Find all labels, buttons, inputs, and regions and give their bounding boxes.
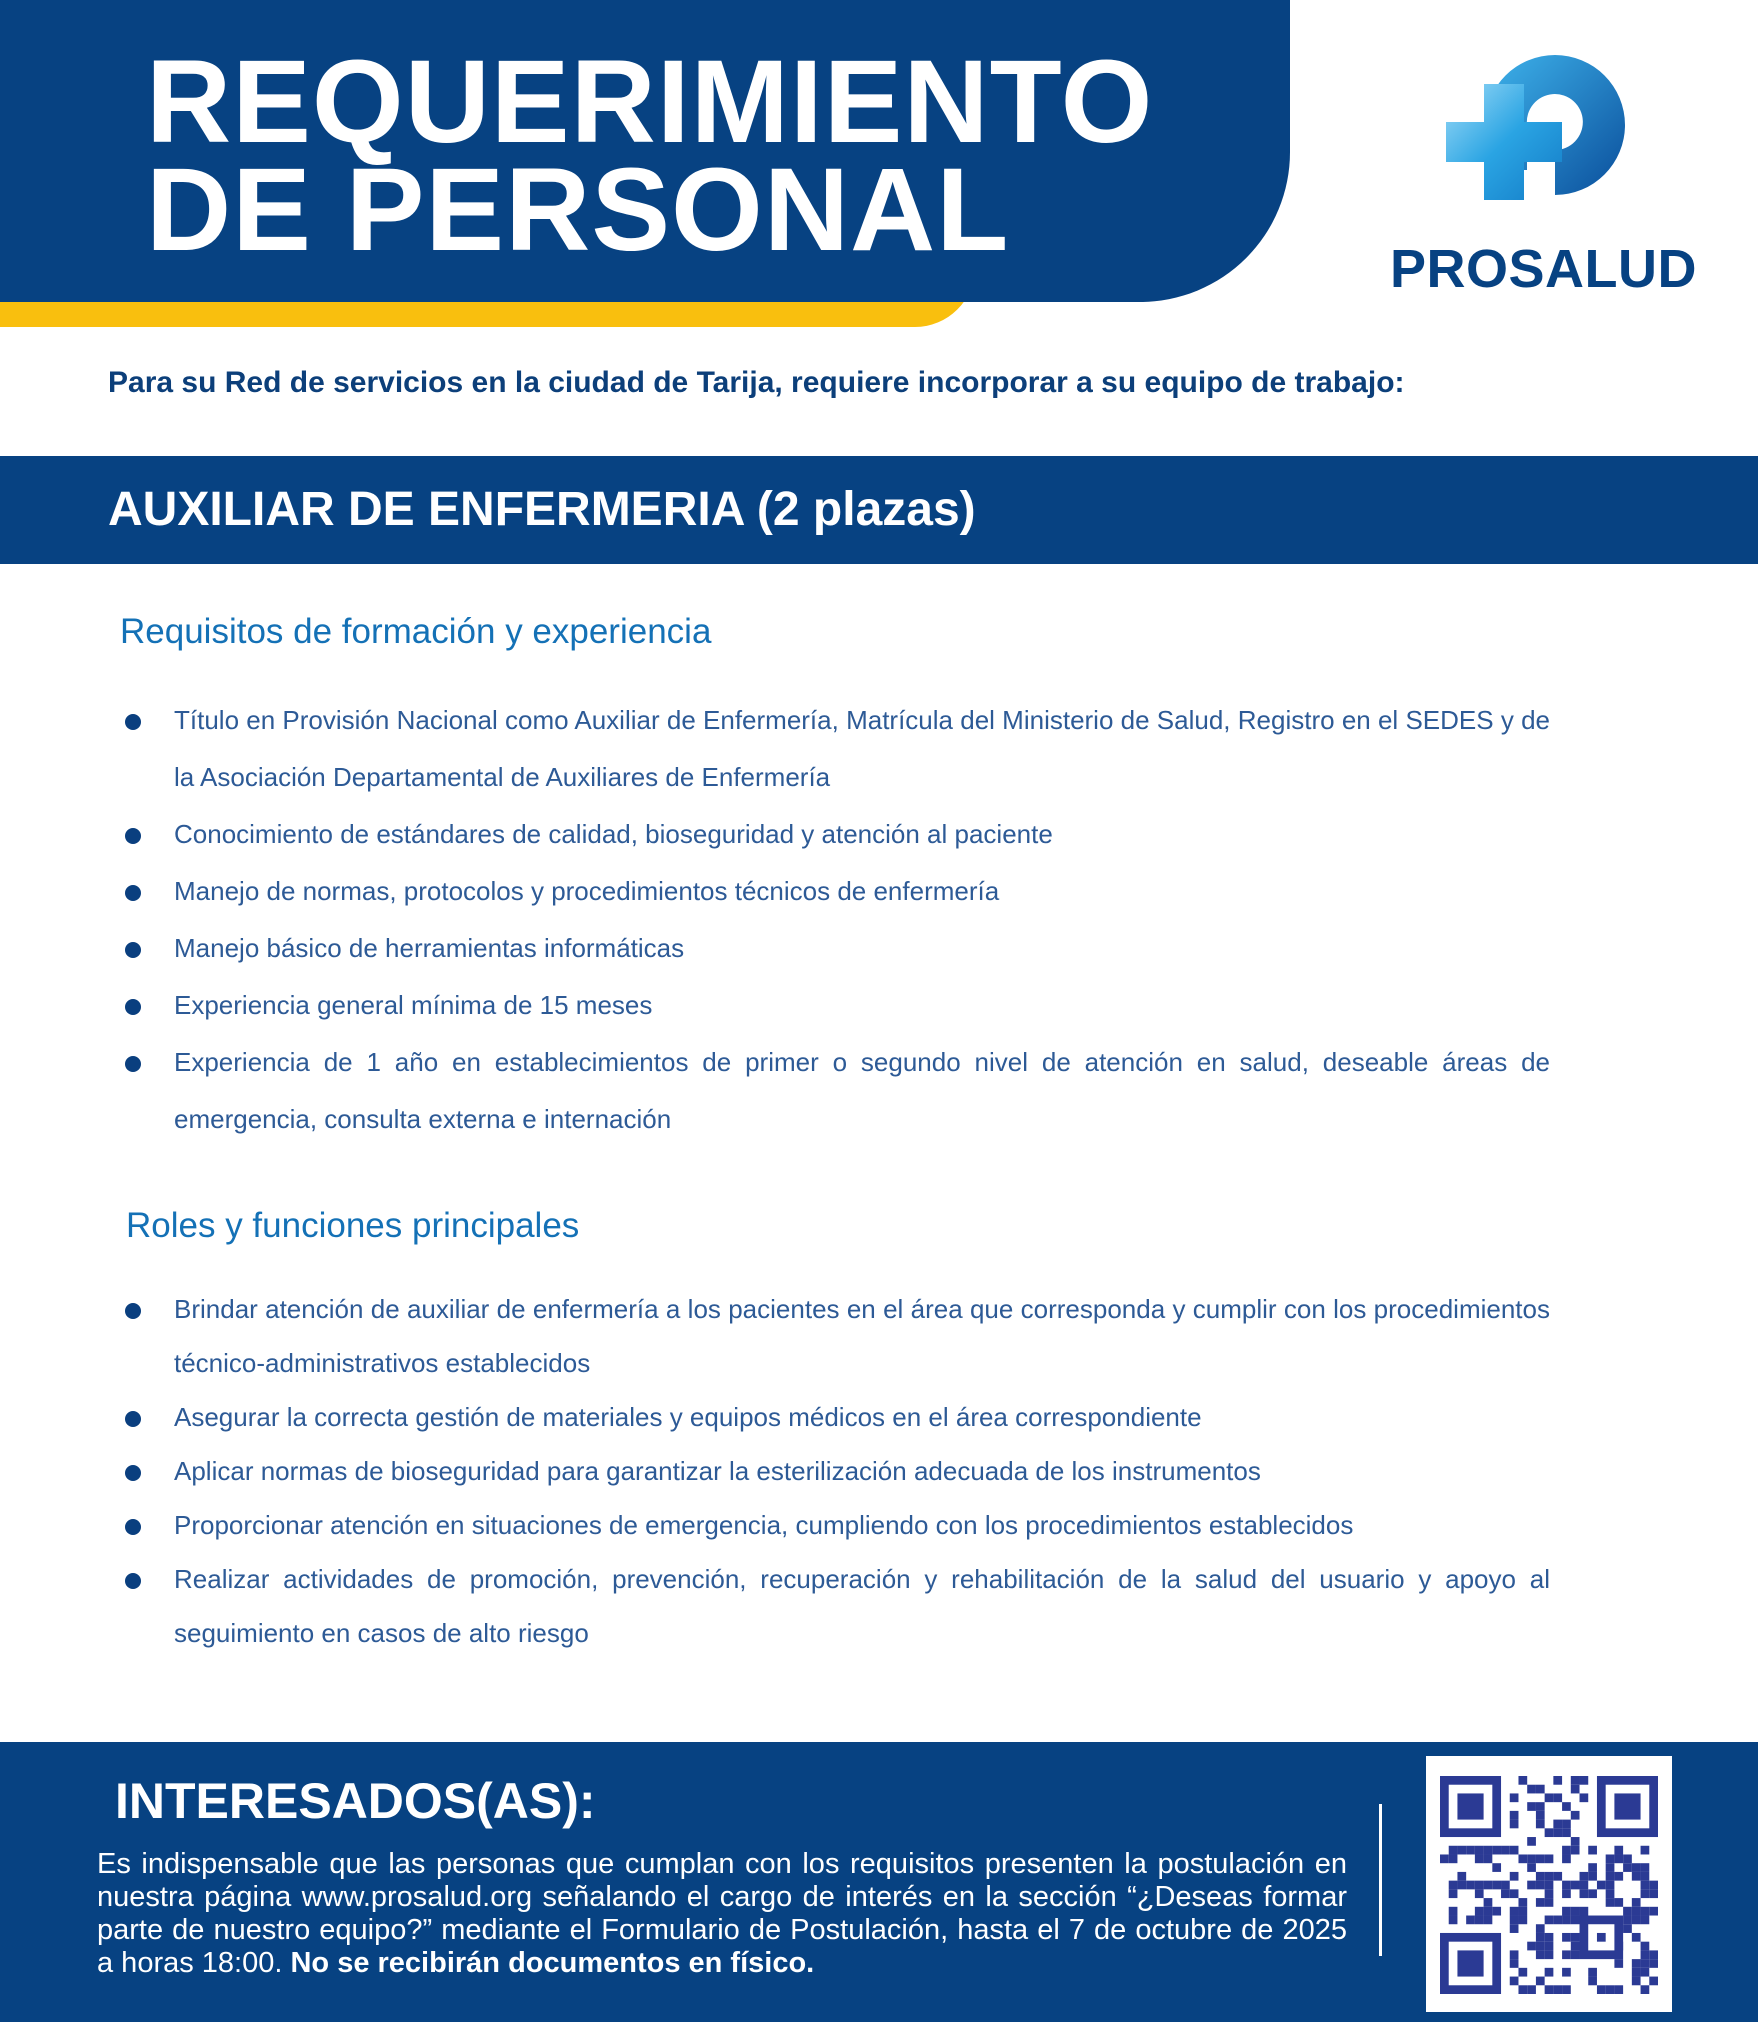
job-title: AUXILIAR DE ENFERMERIA (2 plazas) [108,483,976,536]
list-item [120,920,1550,977]
bullet-icon [125,1519,141,1535]
bullet-icon [125,942,141,958]
roles-heading: Roles y funciones principales [126,1206,580,1245]
list-item [120,1444,1550,1498]
list-item [120,692,1550,806]
header-banner [0,0,1290,302]
list-item-text: Título en Provisión Nacional como Auxiliar de Enfermería, Matrícula del Ministerio de Salud, Registro en el SEDES y de la Asociación Departamental de Auxiliares de Enfermería [174,705,1550,792]
prosalud-logo [1390,50,1698,300]
bullet-icon [125,885,141,901]
qr-code [1426,1756,1672,2012]
list-item-text: Conocimiento de estándares de calidad, bioseguridad y atención al paciente [174,819,1053,849]
footer-band [0,1742,1758,2022]
page-title [146,36,1154,276]
page-title-line1: REQUERIMIENTO [146,36,1154,168]
list-item-text: Manejo básico de herramientas informáticas [174,933,685,963]
prosalud-cross-p-icon [1440,50,1640,240]
list-item [120,1390,1550,1444]
footer-body-text: Es indispensable que las personas que cumplan con los requisitos presenten la postulación en nuestra página www.prosalud.org señalando el cargo de interés en la sección “¿Deseas formar parte de nuestro equipo?” mediante el Formulario de Postulación, hasta el 7 de octubre de 2025 a horas 18:00. [97,1848,1347,1979]
bullet-icon [125,714,141,730]
logo-text: PROSALUD [1390,239,1698,299]
intro-text: Para su Red de servicios en la ciudad de Tarija, requiere incorporar a su equipo de trabajo: [108,366,1405,399]
page-title-line2: DE PERSONAL [146,144,1010,276]
list-item-text: Aplicar normas de bioseguridad para garantizar la esterilización adecuada de los instrumentos [174,1456,1261,1486]
list-item-text: Proporcionar atención en situaciones de emergencia, cumpliendo con los procedimientos establecidos [174,1510,1354,1540]
list-item-text: Realizar actividades de promoción, prevención, recuperación y rehabilitación de la salud del usuario y apoyo al seguimiento en casos de alto riesgo [174,1564,1550,1648]
list-item-text: Asegurar la correcta gestión de materiales y equipos médicos en el área correspondiente [174,1402,1202,1432]
footer-title: INTERESADOS(AS): [115,1773,596,1829]
footer-body-bold: No se recibirán documentos en físico. [290,1947,815,1979]
list-item [120,1552,1550,1660]
list-item-text: Experiencia general mínima de 15 meses [174,990,653,1020]
bullet-icon [125,828,141,844]
bullet-icon [125,1465,141,1481]
list-item [120,1034,1550,1148]
bullet-icon [125,1411,141,1427]
job-title-band [0,456,1758,564]
list-item [120,806,1550,863]
list-item [120,977,1550,1034]
bullet-icon [125,1056,141,1072]
bullet-icon [125,999,141,1015]
roles-list [120,1282,1550,1660]
bullet-icon [125,1303,141,1319]
list-item [120,1498,1550,1552]
requirements-heading: Requisitos de formación y experiencia [120,612,712,651]
qr-code-icon [1440,1776,1658,1994]
requirements-list [120,692,1550,1148]
bullet-icon [125,1573,141,1589]
footer-divider [1379,1804,1382,1956]
list-item-text: Brindar atención de auxiliar de enfermería a los pacientes en el área que corresponda y cumplir con los procedimientos técnico-administrativos establecidos [174,1294,1550,1378]
list-item [120,1282,1550,1390]
list-item-text: Experiencia de 1 año en establecimientos de primer o segundo nivel de atención en salud, deseable áreas de emergencia, consulta externa e internación [174,1047,1550,1134]
footer-body [97,1848,1347,1980]
list-item [120,863,1550,920]
list-item-text: Manejo de normas, protocolos y procedimientos técnicos de enfermería [174,876,1000,906]
